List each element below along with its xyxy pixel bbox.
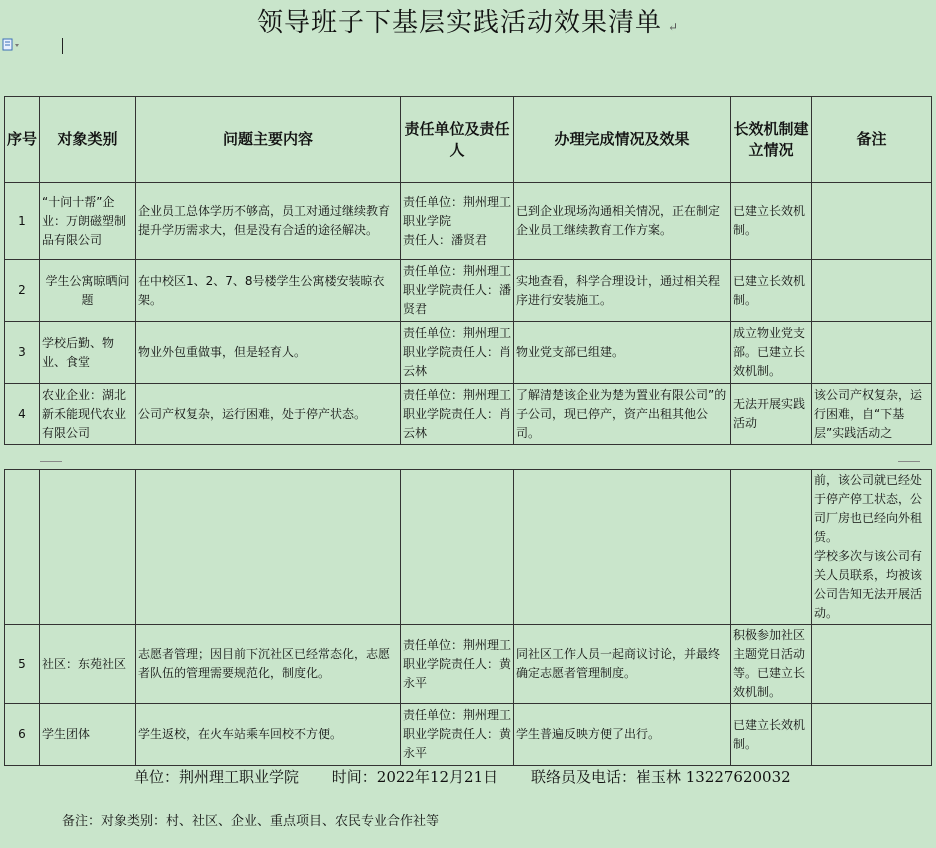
checklist-table-page2	[4, 469, 932, 766]
category-cell: 学生公寓晾晒问题	[40, 260, 136, 322]
footer-contact: 联络员及电话：崔玉林 13227620032	[530, 768, 791, 786]
row-number: 1	[5, 183, 40, 260]
responsible-cell: 责任单位：荆州理工职业学院责任人：黄永平	[401, 704, 514, 766]
table-row	[5, 704, 932, 766]
table-row	[5, 625, 932, 704]
header-cell: 备注	[812, 97, 932, 183]
text-cursor	[62, 38, 63, 54]
checklist-table-page1	[4, 96, 932, 445]
page-break-marker-left	[40, 461, 62, 468]
remark-cell	[812, 625, 932, 704]
title-text: 领导班子下基层实践活动效果清单	[256, 8, 662, 38]
footer-unit: 单位：荆州理工职业学院	[134, 768, 300, 786]
page-break-marker-right	[898, 461, 920, 468]
responsible-cell	[401, 470, 514, 625]
remark-cell: 该公司产权复杂，运行困难，自“下基层”实践活动之	[812, 384, 932, 445]
table-row	[5, 183, 932, 260]
mechanism-cell: 积极参加社区主题党日活动等。已建立长效机制。	[731, 625, 812, 704]
mechanism-cell: 无法开展实践活动	[731, 384, 812, 445]
responsible-cell: 责任单位：荆州理工职业学院责任人：潘贤君	[401, 260, 514, 322]
result-cell: 已到企业现场沟通相关情况，正在制定企业员工继续教育工作方案。	[514, 183, 731, 260]
table-row	[5, 322, 932, 384]
result-cell: 物业党支部已组建。	[514, 322, 731, 384]
header-cell: 办理完成情况及效果	[514, 97, 731, 183]
mechanism-cell: 已建立长效机制。	[731, 183, 812, 260]
remark-cell: 前，该公司就已经处于停产停工状态，公司厂房也已经向外租赁。 学校多次与该公司有关人员联系，均被该公司告知无法开展活动。	[812, 470, 932, 625]
row-number	[5, 470, 40, 625]
document-title	[0, 2, 936, 39]
result-cell: 了解清楚该企业为楚为置业有限公司”的子公司，现已停产，资产出租其他公司。	[514, 384, 731, 445]
row-number: 2	[5, 260, 40, 322]
header-cell: 责任单位及责任人	[401, 97, 514, 183]
category-cell: 社区：东苑社区	[40, 625, 136, 704]
header-cell: 问题主要内容	[136, 97, 401, 183]
mechanism-cell: 已建立长效机制。	[731, 260, 812, 322]
footer-time: 时间：2022年12月21日	[331, 768, 499, 786]
mechanism-cell: 已建立长效机制。	[731, 704, 812, 766]
row-number: 6	[5, 704, 40, 766]
header-cell: 长效机制建立情况	[731, 97, 812, 183]
paragraph-mark: ↵	[667, 20, 680, 34]
table-row	[5, 470, 932, 625]
remark-cell	[812, 260, 932, 322]
responsible-cell: 责任单位：荆州理工职业学院责任人：肖云林	[401, 322, 514, 384]
category-cell: “十问十帮”企业：万朗磁塑制品有限公司	[40, 183, 136, 260]
table-row	[5, 384, 932, 445]
row-number: 4	[5, 384, 40, 445]
mechanism-cell: 成立物业党支部。已建立长效机制。	[731, 322, 812, 384]
category-cell	[40, 470, 136, 625]
category-cell: 学校后勤、物业、食堂	[40, 322, 136, 384]
document-options-icon[interactable]	[2, 38, 22, 52]
result-cell: 同社区工作人员一起商议讨论，并最终确定志愿者管理制度。	[514, 625, 731, 704]
problem-cell: 志愿者管理；因目前下沉社区已经常态化，志愿者队伍的管理需要规范化，制度化。	[136, 625, 401, 704]
table-header-row	[5, 97, 932, 183]
header-cell: 序号	[5, 97, 40, 183]
problem-cell	[136, 470, 401, 625]
result-cell: 学生普遍反映方便了出行。	[514, 704, 731, 766]
row-number: 3	[5, 322, 40, 384]
problem-cell: 在中校区1、2、7、8号楼学生公寓楼安装晾衣架。	[136, 260, 401, 322]
row-number: 5	[5, 625, 40, 704]
problem-cell: 学生返校，在火车站乘车回校不方便。	[136, 704, 401, 766]
category-cell: 学生团体	[40, 704, 136, 766]
result-cell	[514, 470, 731, 625]
mechanism-cell	[731, 470, 812, 625]
result-cell: 实地查看，科学合理设计，通过相关程序进行安装施工。	[514, 260, 731, 322]
responsible-cell: 责任单位：荆州理工职业学院责任人：肖云林	[401, 384, 514, 445]
responsible-cell: 责任单位：荆州理工职业学院 责任人：潘贤君	[401, 183, 514, 260]
table-row	[5, 260, 932, 322]
category-cell: 农业企业：湖北新禾能现代农业有限公司	[40, 384, 136, 445]
remark-cell	[812, 704, 932, 766]
problem-cell: 企业员工总体学历不够高，员工对通过继续教育提升学历需求大，但是没有合适的途径解决。	[136, 183, 401, 260]
responsible-cell: 责任单位：荆州理工职业学院责任人：黄永平	[401, 625, 514, 704]
header-cell: 对象类别	[40, 97, 136, 183]
problem-cell: 物业外包重做事，但是轻育人。	[136, 322, 401, 384]
remark-cell	[812, 322, 932, 384]
problem-cell: 公司产权复杂，运行困难，处于停产状态。	[136, 384, 401, 445]
category-note: 备注：对象类别：村、社区、企业、重点项目、农民专业合作社等	[62, 814, 440, 829]
remark-cell	[812, 183, 932, 260]
document-footer	[134, 766, 819, 787]
